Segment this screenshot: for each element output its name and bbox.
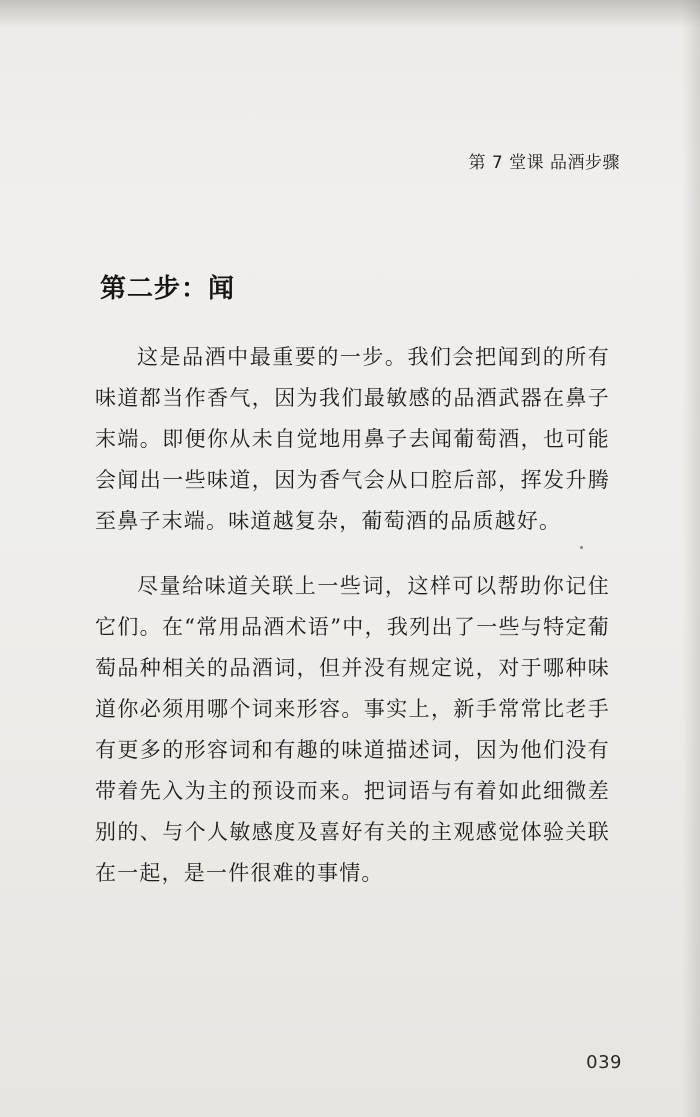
body-paragraph-2: 尽量给味道关联上一些词，这样可以帮助你记住它们。在“常用品酒术语”中，我列出了一些与特定葡萄品种相关的品酒词，但并没有规定说，对于哪种味道你必须用哪个词来形容。事实上，新手常常比老手有更多的形容词和有趣的味道描述词，因为他们没有带着先入为主的预设而来。把词语与有着如此细微差别的、与个人敏感度及喜好有关的主观感觉体验关联在一起，是一件很难的事情。	[95, 574, 610, 885]
page-right-edge	[682, 0, 700, 1117]
body-paragraph-1-container	[95, 337, 610, 542]
page-top-shadow	[0, 0, 700, 28]
section-heading: 第二步：闻	[100, 274, 236, 304]
page-number: 039	[586, 1052, 622, 1073]
body-paragraph-1: 这是品酒中最重要的一步。我们会把闻到的所有味道都当作香气，因为我们最敏感的品酒武器在鼻子末端。即便你从未自觉地用鼻子去闻葡萄酒，也可能会闻出一些味道，因为香气会从口腔后部，挥发升腾至鼻子末端。味道越复杂，葡萄酒的品质越好。	[95, 345, 610, 533]
running-header-chapter-title: 第 7 堂课 品酒步骤	[468, 153, 620, 173]
paper-speck	[580, 546, 583, 549]
body-paragraph-2-container	[95, 566, 610, 894]
